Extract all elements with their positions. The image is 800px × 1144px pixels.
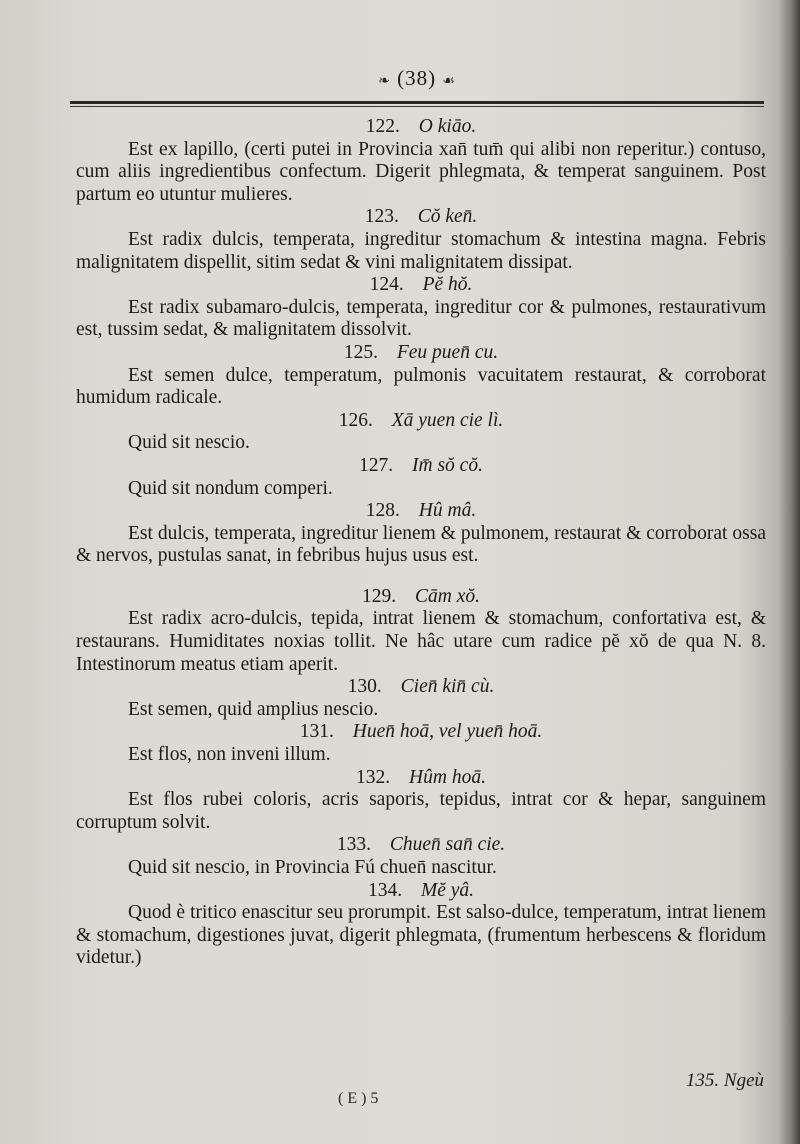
entry-paragraph: Est ex lapillo, (certi putei in Provincia xan̄ tum̄ qui alibi non reperitur.) contuso, cum aliis ingredientibus confectum. Digerit phlegmata, & temperat sanguinem. Post partum eo utuntur mulieres. — [76, 138, 766, 205]
entry-text — [76, 902, 766, 970]
entry-heading — [76, 500, 766, 523]
entry-text — [76, 857, 766, 880]
header-rule — [70, 101, 764, 104]
entry-name: Chuen̄ san̄ cie. — [389, 834, 506, 856]
entry-number: 134. — [367, 879, 403, 901]
entry-paragraph: Est semen, quid amplius nescio. — [128, 698, 379, 720]
entry-text — [76, 744, 766, 767]
entry-text — [76, 478, 766, 501]
entry-paragraph: Est flos, non inveni illum. — [128, 744, 331, 766]
signature-mark: ( E ) 5 — [338, 1090, 379, 1107]
entry-text — [76, 789, 766, 834]
entry-number: 133. — [336, 834, 371, 856]
entry-paragraph: Est dulcis, temperata, ingreditur lienem & pulmonem, restaurat & corroborat ossa & nervos, pustulas sanat, in febribus hujus usus est. — [76, 522, 766, 567]
entry-paragraph: Est semen dulce, temperatum, pulmonis vacuitatem restaurat, & corroborat humidum radicale. — [76, 364, 766, 409]
entry-heading — [76, 834, 766, 857]
entry-heading — [76, 206, 766, 229]
entry-number: 123. — [364, 206, 399, 228]
entry-number: 124. — [369, 274, 404, 296]
entry-number: 131. — [299, 721, 334, 743]
entry-number: 125. — [343, 341, 378, 363]
entry-text — [76, 229, 766, 274]
entry-name: Xā yuen cie lì. — [391, 409, 504, 431]
entry-paragraph: Est radix acro-dulcis, tepida, intrat lienem & stomachum, confortativa est, & restaurans. Humiditates noxias tollit. Ne hâc utare cum radice pĕ xŏ de qua N. 8. Intestinorum meatus etiam aperit. — [76, 608, 766, 675]
entry-heading — [76, 676, 766, 699]
entry-paragraph: Est radix subamaro-dulcis, temperata, ingreditur cor & pulmones, restaurativum est, tussim sedat, & malignitatem dissolvit. — [76, 296, 766, 341]
entry-number: 130. — [347, 676, 382, 698]
ornament-right-icon: ☙ — [442, 74, 456, 89]
entry-paragraph: Quid sit nescio. — [128, 432, 250, 454]
entry-name: Pĕ hŏ. — [422, 274, 473, 296]
entry-paragraph: Quid sit nescio, in Provincia Fú chuen̄ nascitur. — [128, 857, 497, 878]
page-header — [70, 66, 764, 91]
entry-name: Im̄ sŏ cŏ. — [412, 454, 483, 476]
entry-heading — [76, 455, 766, 478]
entry-heading — [76, 410, 766, 433]
entry-paragraph: Quod è tritico enascitur seu prorumpit. Est salso-dulce, temperatum, intrat lienem & stomachum, digestiones juvat, digerit phlegmata, (frumentum herbescens & floridum videtur.) — [76, 902, 766, 969]
entry-number: 132. — [356, 766, 391, 788]
header-rule-thin — [70, 106, 764, 107]
entry-name: Mĕ yâ. — [420, 879, 475, 901]
entry-name: Cām xŏ. — [415, 585, 480, 607]
catchword: 135. Ngeù — [685, 1070, 764, 1091]
entry-text — [76, 432, 766, 455]
entry-number: 122. — [365, 116, 400, 137]
entry-text — [76, 608, 766, 676]
entry-name: Hû mâ. — [418, 500, 477, 522]
entry-heading — [76, 274, 766, 297]
entry-text — [76, 699, 766, 722]
entry-heading — [76, 586, 766, 609]
entry-paragraph: Quid sit nondum comperi. — [128, 477, 333, 499]
entry-number: 128. — [365, 500, 400, 522]
entry-name: O kiāo. — [418, 116, 477, 137]
entry-text — [76, 297, 766, 342]
entry-number: 127. — [359, 454, 394, 476]
entry-paragraph: Est radix dulcis, temperata, ingreditur stomachum & intestina magna. Febris malignitatem dispellit, sitim sedat & vini malignitatem dissipat. — [76, 228, 766, 273]
spacer — [76, 568, 766, 586]
entry-paragraph: Est flos rubei coloris, acris saporis, tepidus, intrat cor & hepar, sanguinem corruptum solvit. — [76, 789, 766, 833]
entry-number: 129. — [362, 585, 397, 607]
entry-name: Huen̄ hoā, vel yuen̄ hoā. — [352, 721, 543, 743]
entry-heading — [76, 767, 766, 790]
entry-text — [76, 523, 766, 568]
entry-name: Feu puen̄ cu. — [396, 341, 499, 363]
entry-heading — [76, 880, 766, 903]
entry-name: Cŏ ken̄. — [417, 206, 478, 228]
entries-column — [76, 116, 766, 970]
page-number: (38) — [397, 66, 437, 90]
entry-number: 126. — [338, 409, 373, 431]
entry-text — [76, 365, 766, 410]
page-spine-shadow — [778, 0, 800, 1144]
entry-heading — [76, 342, 766, 365]
entry-name: Hûm hoā. — [409, 766, 486, 788]
entry-name: Cien̄ kin̄ cù. — [400, 676, 495, 698]
entry-heading — [76, 116, 766, 139]
entry-text — [76, 139, 766, 207]
ornament-left-icon: ❧ — [378, 74, 391, 89]
entry-heading — [76, 721, 766, 744]
